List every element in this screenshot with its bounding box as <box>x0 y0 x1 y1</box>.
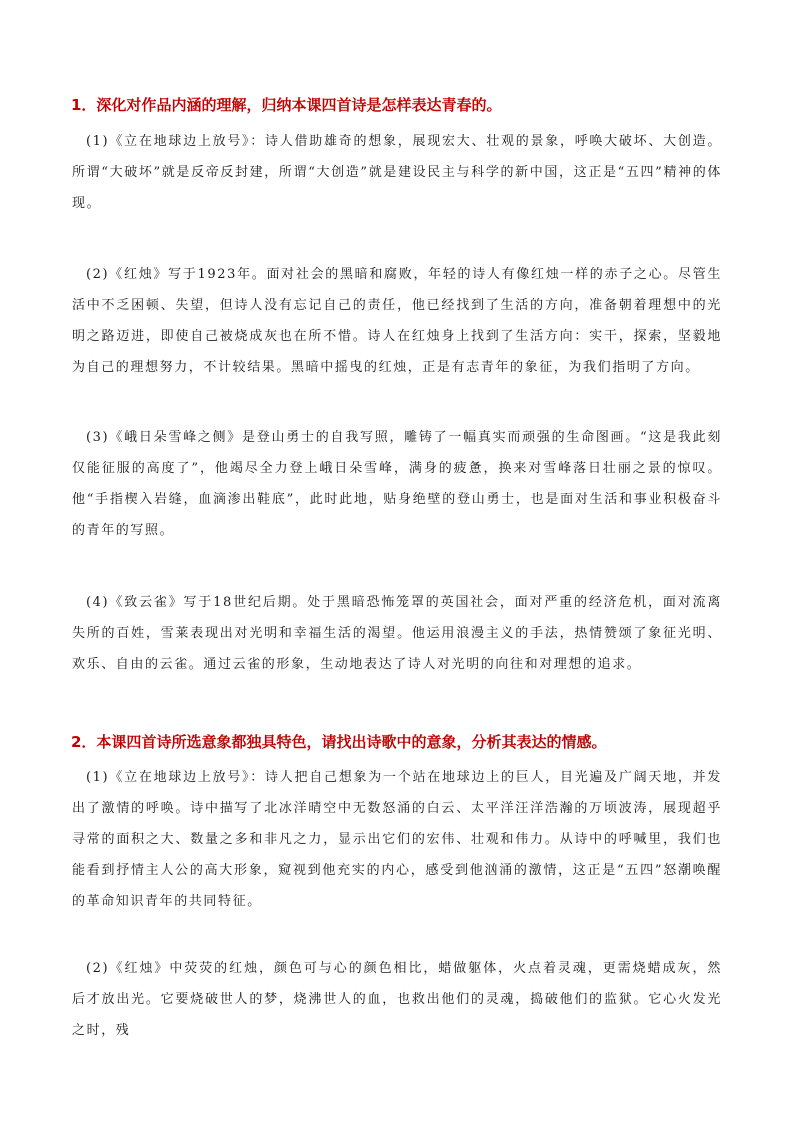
section-2-heading: 2．本课四首诗所选意象都独具特色，请找出诗歌中的意象，分析其表达的情感。 <box>71 733 607 751</box>
section-1-paragraph-4: (4)《致云雀》写于18世纪后期。处于黑暗恐怖笼罩的英国社会，面对严重的经济危机，面对流离失所的百姓，雪莱表现出对光明和幸福生活的渴望。他运用浪漫主义的手法，热情赞颂了象征光明、欢乐、自由的云雀。通过云雀的形象，生动地表达了诗人对光明的向往和对理想的追求。 <box>72 595 722 672</box>
section-2-paragraph-2: (2)《红烛》中荧荧的红烛，颜色可与心的颜色相比，蜡做躯体，火点着灵魂，更需烧蜡成灰，然后才放出光。它要烧破世人的梦，烧沸世人的血，也救出他们的灵魂，捣破他们的监狱。它心火发光之时，残 <box>72 961 722 1038</box>
section-1-paragraph-3: (3)《峨日朵雪峰之侧》是登山勇士的自我写照，雕铸了一幅真实而顽强的生命图画。“这是我此刻仅能征服的高度了”，他竭尽全力登上峨日朵雪峰，满身的疲惫，换来对雪峰落日壮丽之景的惊叹。他“手指楔入岩缝，血滴渗出鞋底”，此时此地，贴身绝壁的登山勇士，也是面对生活和事业积极奋斗的青年的写照。 <box>72 430 722 538</box>
section-1-heading: 1．深化对作品内涵的理解，归纳本课四首诗是怎样表达青春的。 <box>71 96 502 114</box>
section-2-paragraph-1: (1)《立在地球边上放号》：诗人把自己想象为一个站在地球边上的巨人，目光遍及广阔天地，并发出了激情的呼唤。诗中描写了北冰洋晴空中无数怒涌的白云、太平洋汪洋浩瀚的万顷波涛，展现超乎寻常的面积之大、数量之多和非凡之力，显示出它们的宏伟、壮观和伟力。从诗中的呼喊里，我们也能看到抒情主人公的高大形象，窥视到他充实的内心，感受到他汹涌的激情，这正是“五四”怒潮唤醒的革命知识青年的共同特征。 <box>72 770 722 909</box>
section-1-paragraph-2: (2)《红烛》写于1923年。面对社会的黑暗和腐败，年轻的诗人有像红烛一样的赤子之心。尽管生活中不乏困顿、失望，但诗人没有忘记自己的责任，他已经找到了生活的方向，准备朝着理想中的光明之路迈进，即使自己被烧成灰也在所不惜。诗人在红烛身上找到了生活方向：实干，探索，坚毅地为自己的理想努力，不计较结果。黑暗中摇曳的红烛，正是有志青年的象征，为我们指明了方向。 <box>72 267 722 375</box>
section-1-paragraph-1: (1)《立在地球边上放号》：诗人借助雄奇的想象，展现宏大、壮观的景象，呼唤大破坏、大创造。所谓“大破坏”就是反帝反封建，所谓“大创造”就是建设民主与科学的新中国，这正是“五四”精神的体现。 <box>72 134 722 211</box>
